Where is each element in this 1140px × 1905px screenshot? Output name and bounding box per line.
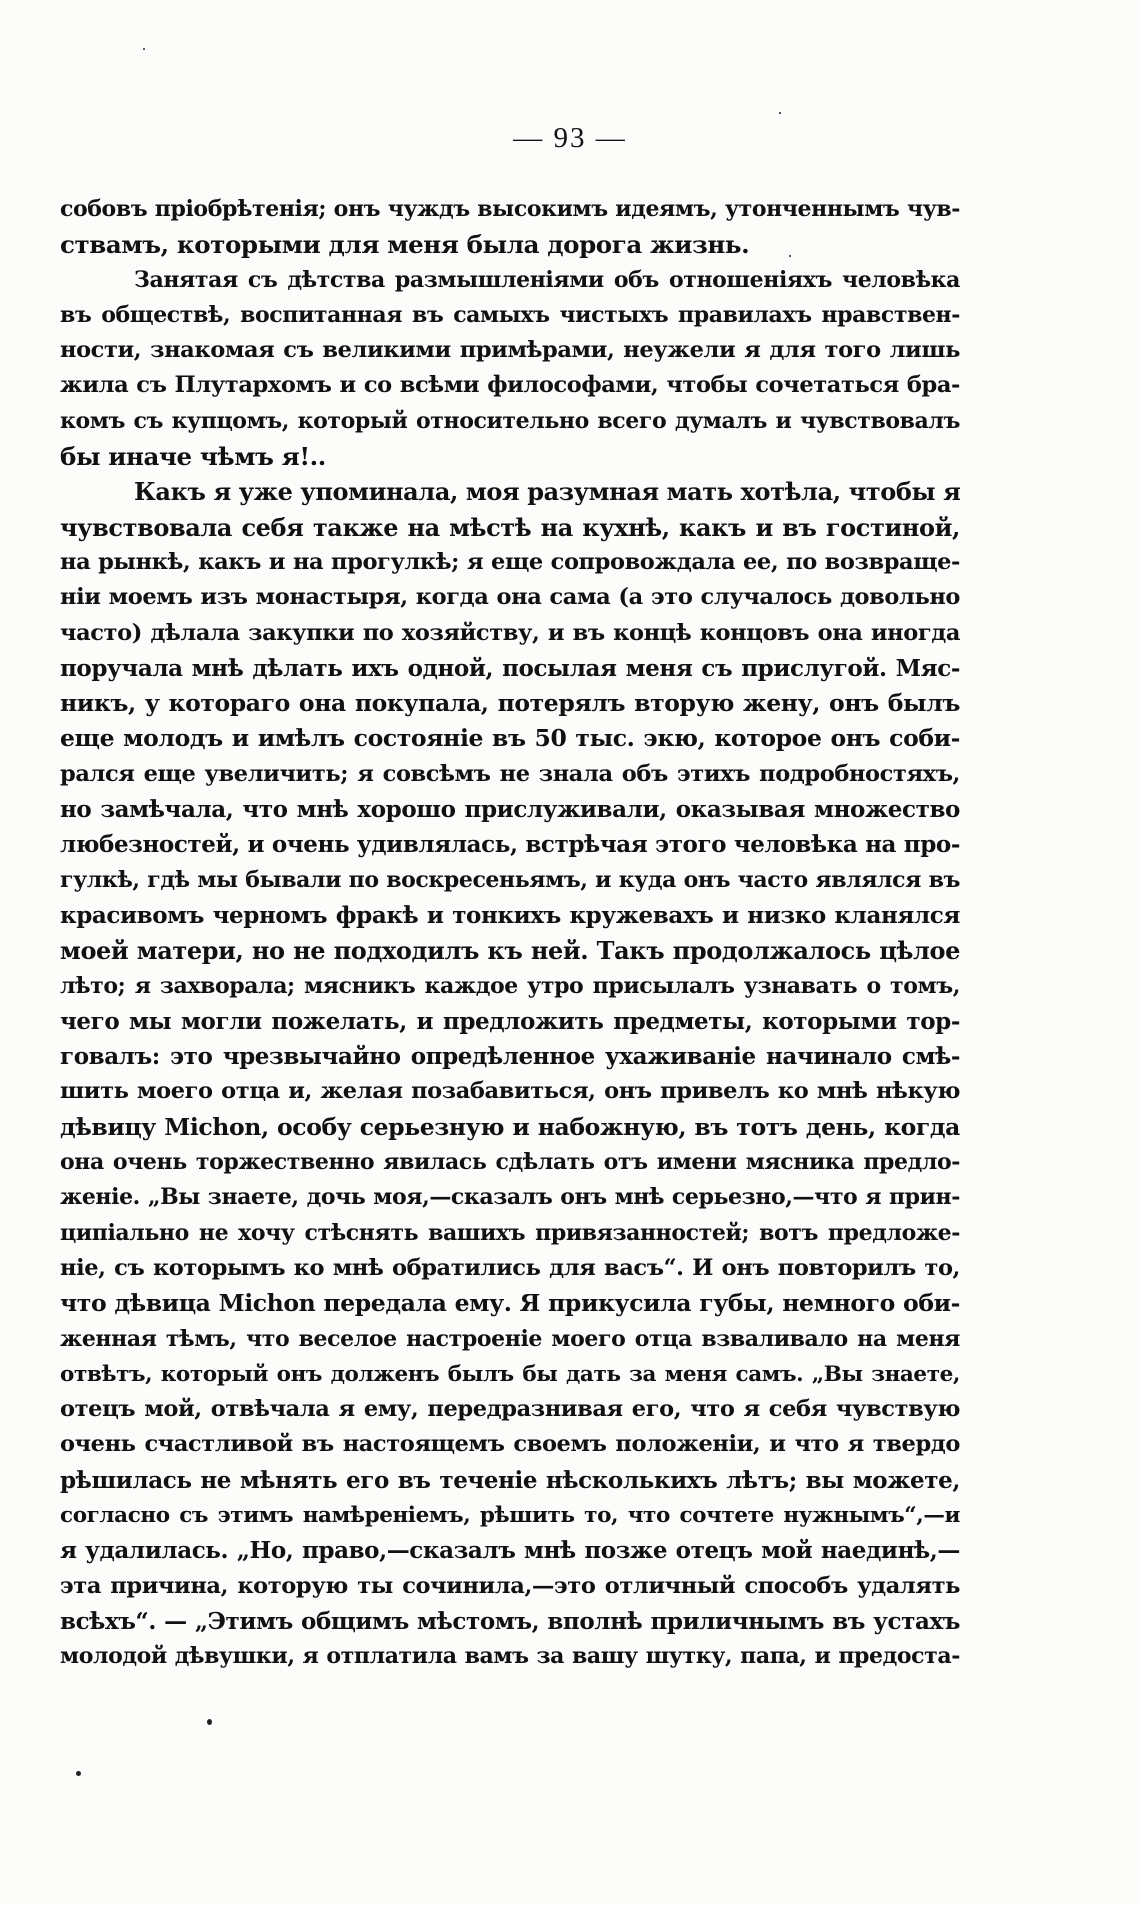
text-line: женіе. „Вы знаете, дочь моя,—сказалъ онъ мнѣ серьезно,—что я прин- xyxy=(60,1184,960,1211)
text-line: шить моего отца и, желая позабавиться, онъ привелъ ко мнѣ нѣкую xyxy=(60,1078,960,1105)
ink-speck xyxy=(76,1771,81,1776)
ink-speck xyxy=(789,255,791,257)
text-line: я удалилась. „Но, право,—сказалъ мнѣ позже отецъ мой наединѣ,— xyxy=(60,1537,960,1565)
text-line: молодой дѣвушки, я отплатила вамъ за вашу шутку, папа, и предоста- xyxy=(60,1643,960,1670)
text-line: всѣхъ“. — „Этимъ общимъ мѣстомъ, вполнѣ приличнымъ въ устахъ xyxy=(60,1607,960,1635)
text-line: гулкѣ, гдѣ мы бывали по воскресеньямъ, и куда онъ часто являлся въ xyxy=(60,866,960,893)
text-line: Занятая съ дѣтства размышленіями объ отношеніяхъ человѣка xyxy=(134,266,960,293)
text-line: никъ, у котораго она покупала, потерялъ вторую жену, онъ былъ xyxy=(60,689,960,718)
ink-speck xyxy=(207,1719,212,1725)
text-line: ципіально не хочу стѣснять вашихъ привязанностей; вотъ предложе- xyxy=(60,1219,960,1246)
text-line: ніи моемъ изъ монастыря, когда она сама (а это случалось довольно xyxy=(60,584,960,611)
text-line: лѣто; я захворала; мясникъ каждое утро присылалъ узнавать о томъ, xyxy=(60,972,960,999)
text-line: поручала мнѣ дѣлать ихъ одной, посылая меня съ прислугой. Мяс- xyxy=(60,654,960,682)
text-line: согласно съ этимъ намѣреніемъ, рѣшить то, что сочтете нужнымъ“,—и xyxy=(60,1502,960,1528)
text-line: собовъ пріобрѣтенія; онъ чуждъ высокимъ идеямъ, утонченнымъ чув- xyxy=(60,196,960,222)
text-line: ніе, съ которымъ ко мнѣ обратились для васъ“. И онъ повторилъ то, xyxy=(60,1254,960,1281)
text-line: Какъ я уже упоминала, моя разумная мать хотѣла, чтобы я xyxy=(134,477,960,507)
text-line: бы иначе чѣмъ я!.. xyxy=(60,442,326,472)
text-line: часто) дѣлала закупки по хозяйству, и въ концѣ концовъ она иногда xyxy=(60,619,960,646)
ink-speck xyxy=(779,112,781,114)
body-text xyxy=(60,192,960,1674)
ink-speck xyxy=(143,48,145,50)
text-line: дѣвицу Michon, особу серьезную и набожную, въ тотъ день, когда xyxy=(60,1112,960,1141)
text-line: рался еще увеличить; я совсѣмъ не знала объ этихъ подробностяхъ, xyxy=(60,760,960,787)
text-line: ности, знакомая съ великими примѣрами, неужели я для того лишь xyxy=(60,337,960,364)
text-line: эта причина, которую ты сочинила,—это отличный способъ удалять xyxy=(60,1572,960,1599)
text-line: но замѣчала, что мнѣ хорошо прислуживали, оказывая множество xyxy=(60,796,960,824)
text-line: она очень торжественно явилась сдѣлать отъ имени мясника предло- xyxy=(60,1149,960,1176)
text-line: комъ съ купцомъ, который относительно всего думалъ и чувствовалъ xyxy=(60,407,960,434)
text-line: рѣшилась не мѣнять его въ теченіе нѣсколькихъ лѣтъ; вы можете, xyxy=(60,1466,960,1494)
text-line: говалъ: это чрезвычайно опредѣленное ухаживаніе начинало смѣ- xyxy=(60,1043,960,1071)
text-line: любезностей, и очень удивлялась, встрѣчая этого человѣка на про- xyxy=(60,831,960,859)
text-line: моей матери, но не подходилъ къ ней. Такъ продолжалось цѣлое xyxy=(60,936,960,966)
text-line: на рынкѣ, какъ и на прогулкѣ; я еще сопровождала ее, по возвраще- xyxy=(60,548,960,575)
text-line: чего мы могли пожелать, и предложить предметы, которыми тор- xyxy=(60,1007,960,1035)
text-line: жила съ Плутархомъ и со всѣми философами, чтобы сочетаться бра- xyxy=(60,372,960,399)
text-line: отвѣтъ, который онъ долженъ былъ бы дать за меня самъ. „Вы знаете, xyxy=(60,1361,960,1387)
text-line: въ обществѣ, воспитанная въ самыхъ чистыхъ правилахъ нравствен- xyxy=(60,301,960,328)
text-line: красивомъ черномъ фракѣ и тонкихъ кружевахъ и низко кланялся xyxy=(60,901,960,929)
text-line: ствамъ, которыми для меня была дорога жизнь. xyxy=(60,230,750,260)
text-line: еще молодъ и имѣлъ состояніе въ 50 тыс. экю, которое онъ соби- xyxy=(60,724,960,753)
text-line: что дѣвица Michon передала ему. Я прикусила губы, немного оби- xyxy=(60,1289,960,1318)
text-line: очень счастливой въ настоящемъ своемъ положеніи, и что я твердо xyxy=(60,1431,960,1458)
text-line: женная тѣмъ, что веселое настроеніе моего отца взваливало на меня xyxy=(60,1325,960,1352)
text-line: чувствовала себя также на мѣстѣ на кухнѣ, какъ и въ гостиной, xyxy=(60,512,960,542)
page-number: — 93 — xyxy=(513,122,627,154)
text-line: отецъ мой, отвѣчала я ему, передразнивая его, что я себя чувствую xyxy=(60,1396,960,1423)
